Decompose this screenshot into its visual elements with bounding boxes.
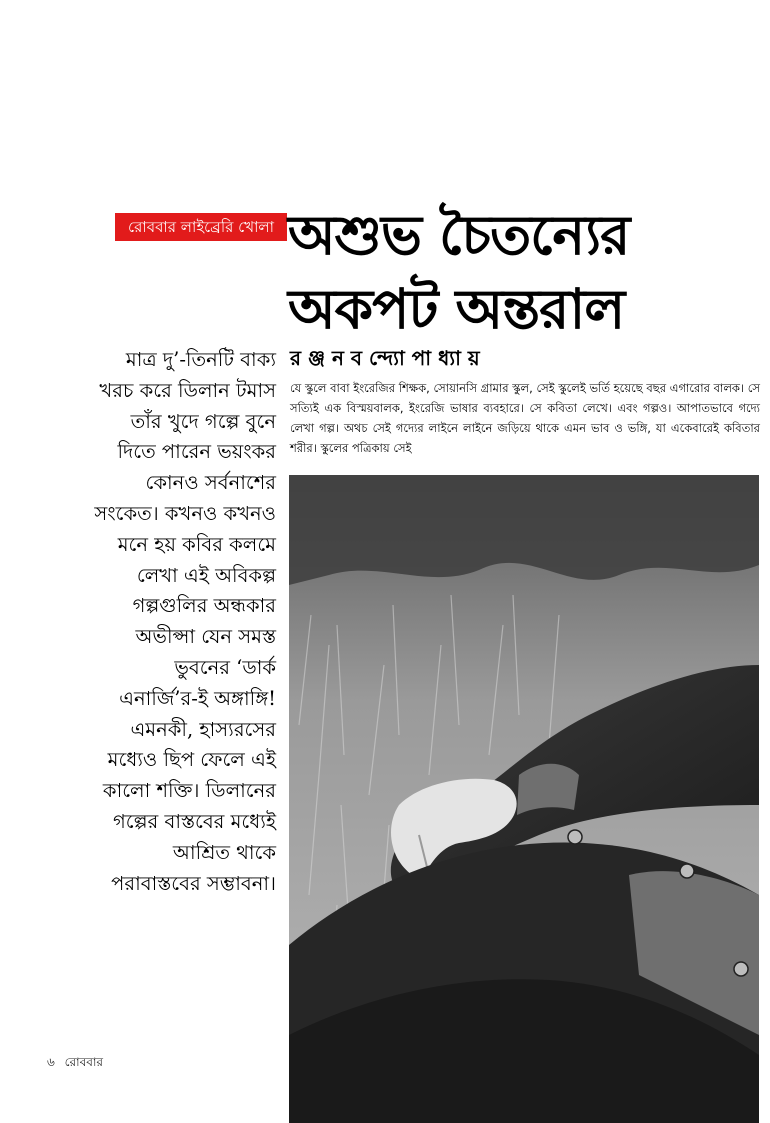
headline xyxy=(288,198,758,346)
pullquote-line: মধ্যেও ছিপ ফেলে এই xyxy=(107,748,276,772)
pullquote-line: আশ্রিত থাকে xyxy=(172,840,276,864)
headline-line-1: অশুভ চৈতন্যের xyxy=(288,202,630,267)
pullquote-line: মনে হয় কবির কলমে xyxy=(117,532,276,556)
article-intro: যে স্কুলে বাবা ইংরেজির শিক্ষক, সোয়ানসি গ্রামার স্কুল, সেই স্কুলেই ভর্তি হয়েছে বছর এগারোর বালক। সে সত্যিই এক বিস্ময়বালক, ইংরেজি ভাষার ব্যবহারে। সে কবিতা লেখে। এবং গল্পও। আপাতভাবে গদ্যে লেখা গল্প। অথচ সেই গদ্যের লাইনে লাইনে জড়িয়ে থাকে এমন ভাব ও ভঙ্গি, যা একেবারেই কবিতার শরীর। স্কুলের পত্রিকায় সেই xyxy=(290,381,760,455)
pullquote-line: কালো শক্তি। ডিলানের xyxy=(102,779,276,803)
pullquote-line: এমনকী, হাস্যরসের xyxy=(130,717,276,741)
page-number: ৬ xyxy=(47,1055,55,1069)
pullquote-line: দিতে পারেন ভয়ংকর xyxy=(117,440,276,464)
pullquote-line: লেখা এই অবিকল্প xyxy=(136,563,276,587)
pullquote-line: এনার্জি’র-ই অঙ্গাঙ্গি! xyxy=(119,686,276,710)
headline-line-2: অকপট অন্তরাল xyxy=(288,276,625,341)
magazine-name: রোববার xyxy=(64,1055,104,1069)
page-footer xyxy=(47,1054,109,1074)
photo-reclining-figure xyxy=(289,475,759,1123)
pullquote-line: সংকেত। কখনও কখনও xyxy=(94,501,276,525)
section-label: রোববার লাইব্রেরি খোলা xyxy=(115,213,287,241)
pullquote-line: গল্পের বাস্তবের মধ্যেই xyxy=(113,809,276,833)
pull-quote xyxy=(48,345,276,899)
pullquote-line: ভুবনের ‘ডার্ক xyxy=(174,655,276,679)
pullquote-line: মাত্র দু’-তিনটি বাক্য xyxy=(125,348,276,371)
author-byline: র ঞ্জ ন ব ন্দ্যো পা ধ্যা য় xyxy=(290,346,480,370)
pullquote-line: কোনও সর্বনাশের xyxy=(145,471,276,495)
pullquote-line: অভীপ্সা যেন সমস্ত xyxy=(135,625,276,649)
pullquote-line: খরচ করে ডিলান টমাস xyxy=(99,378,276,402)
pullquote-line: তাঁর খুদে গল্পে বুনে xyxy=(130,409,276,433)
pullquote-line: পরাবাস্তবের সম্ভাবনা। xyxy=(111,871,276,895)
article-photo xyxy=(289,475,759,1123)
pullquote-line: গল্পগুলির অন্ধকার xyxy=(132,594,276,618)
